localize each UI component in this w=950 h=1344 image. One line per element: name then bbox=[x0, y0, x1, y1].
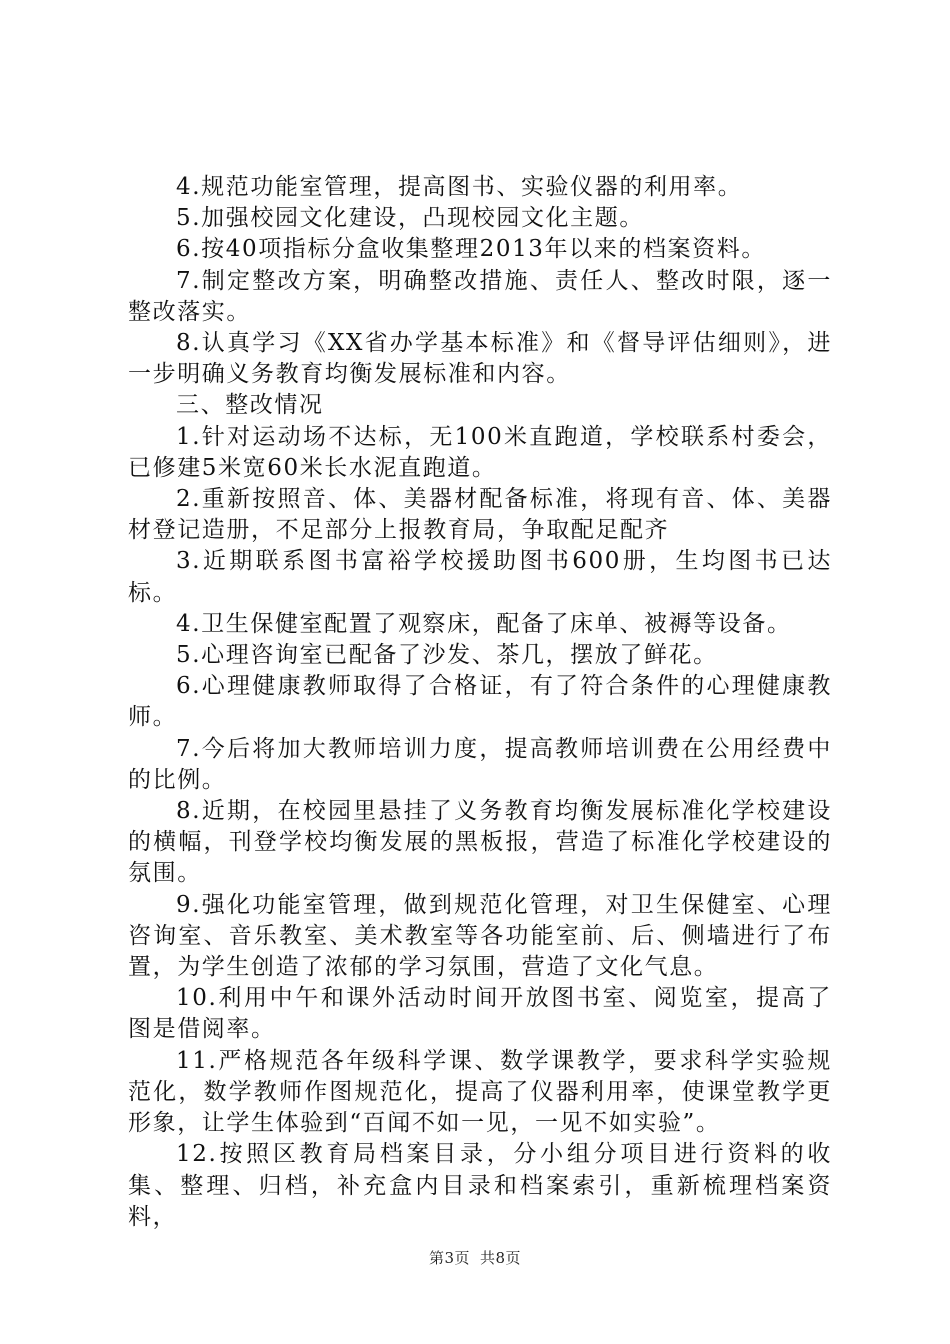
rectification-item-2: 2.重新按照音、体、美器材配备标准，将现有音、体、美器材登记造册，不足部分上报教育局，争取配足配齐 bbox=[128, 486, 832, 544]
rectification-item-1: 1.针对运动场不达标，无100米直跑道，学校联系村委会，已修建5米宽60米长水泥直跑道。 bbox=[128, 423, 832, 481]
page-footer bbox=[0, 1247, 950, 1268]
paragraph-item-4: 4.规范功能室管理，提高图书、实验仪器的利用率。 bbox=[176, 174, 743, 200]
paragraph-item-7: 7.制定整改方案，明确整改措施、责任人、整改时限，逐一整改落实。 bbox=[128, 267, 832, 325]
paragraph-item-8: 8.认真学习《XX省办学基本标准》和《督导评估细则》，进一步明确义务教育均衡发展标准和内容。 bbox=[128, 330, 832, 388]
rectification-item-6: 6.心理健康教师取得了合格证，有了符合条件的心理健康教师。 bbox=[128, 673, 832, 731]
paragraph-item-6: 6.按40项指标分盒收集整理2013年以来的档案资料。 bbox=[176, 236, 766, 263]
rectification-item-7: 7.今后将加大教师培训力度，提高教师培训费在公用经费中的比例。 bbox=[128, 735, 832, 793]
paragraph-item-5: 5.加强校园文化建设，凸现校园文化主题。 bbox=[176, 205, 644, 232]
rectification-item-10: 10.利用中午和课外活动时间开放图书室、阅览室，提高了图是借阅率。 bbox=[128, 985, 832, 1043]
section-heading-rectification: 三、整改情况 bbox=[176, 392, 324, 419]
rectification-item-8: 8.近期，在校园里悬挂了义务教育均衡发展标准化学校建设的横幅，刊登学校均衡发展的黑板报，营造了标准化学校建设的氛围。 bbox=[128, 798, 832, 887]
rectification-item-5: 5.心理咨询室已配备了沙发、茶几，摆放了鲜花。 bbox=[176, 642, 718, 669]
rectification-item-4: 4.卫生保健室配置了观察床，配备了床单、被褥等设备。 bbox=[176, 610, 792, 637]
rectification-item-3: 3.近期联系图书富裕学校援助图书600册，生均图书已达标。 bbox=[128, 548, 832, 606]
rectification-item-9: 9.强化功能室管理，做到规范化管理，对卫生保健室、心理咨询室、音乐教室、美术教室等各功能室前、后、侧墙进行了布置，为学生创造了浓郁的学习氛围，营造了文化气息。 bbox=[128, 891, 832, 981]
rectification-item-12: 12.按照区教育局档案目录，分小组分项目进行资料的收集、整理、归档，补充盒内目录和档案索引，重新梳理档案资料， bbox=[128, 1141, 832, 1230]
page-number: 第3页 bbox=[428, 1249, 470, 1267]
page-total: 共8页 bbox=[480, 1249, 522, 1267]
document-body bbox=[128, 172, 832, 1233]
rectification-item-11: 11.严格规范各年级科学课、数学课教学，要求科学实验规范化，数学教师作图规范化，提高了仪器利用率，使课堂教学更形象，让学生体验到“百闻不如一见，一见不如实验”。 bbox=[128, 1047, 832, 1137]
